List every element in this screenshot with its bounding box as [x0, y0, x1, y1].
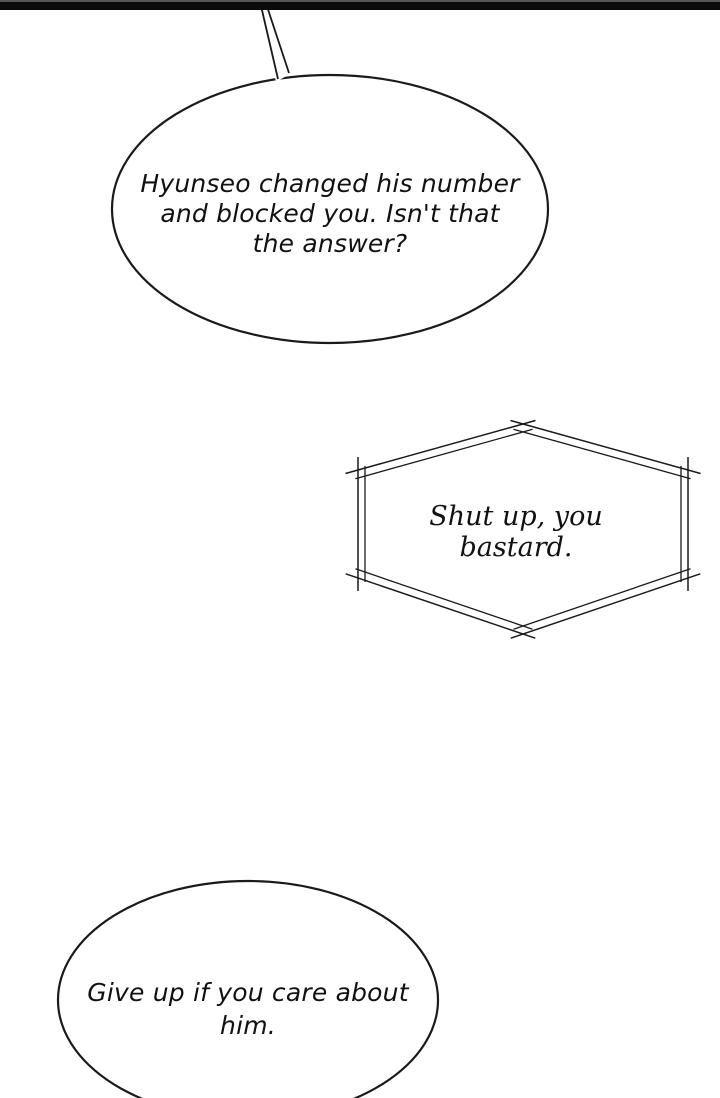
shout-bubble-line: Shut up, you: [429, 501, 603, 532]
speech-bubble-1-line: and blocked you. Isn't that: [160, 199, 500, 228]
speech-bubble-2-text: [53, 976, 443, 1042]
speech-bubble-2-line: him.: [220, 1011, 276, 1040]
speech-bubble-1-line: the answer?: [252, 229, 408, 258]
shout-bubble-text: [368, 501, 664, 563]
speech-bubble-1-text: [128, 169, 532, 259]
panel-divider-bar: [0, 0, 720, 10]
speech-bubble-1-line: Hyunseo changed his number: [140, 169, 520, 198]
speech-bubble-1-tail: [261, 8, 290, 82]
shout-bubble-line: bastard.: [459, 532, 573, 563]
speech-bubble-2-line: Give up if you care about: [87, 978, 409, 1007]
